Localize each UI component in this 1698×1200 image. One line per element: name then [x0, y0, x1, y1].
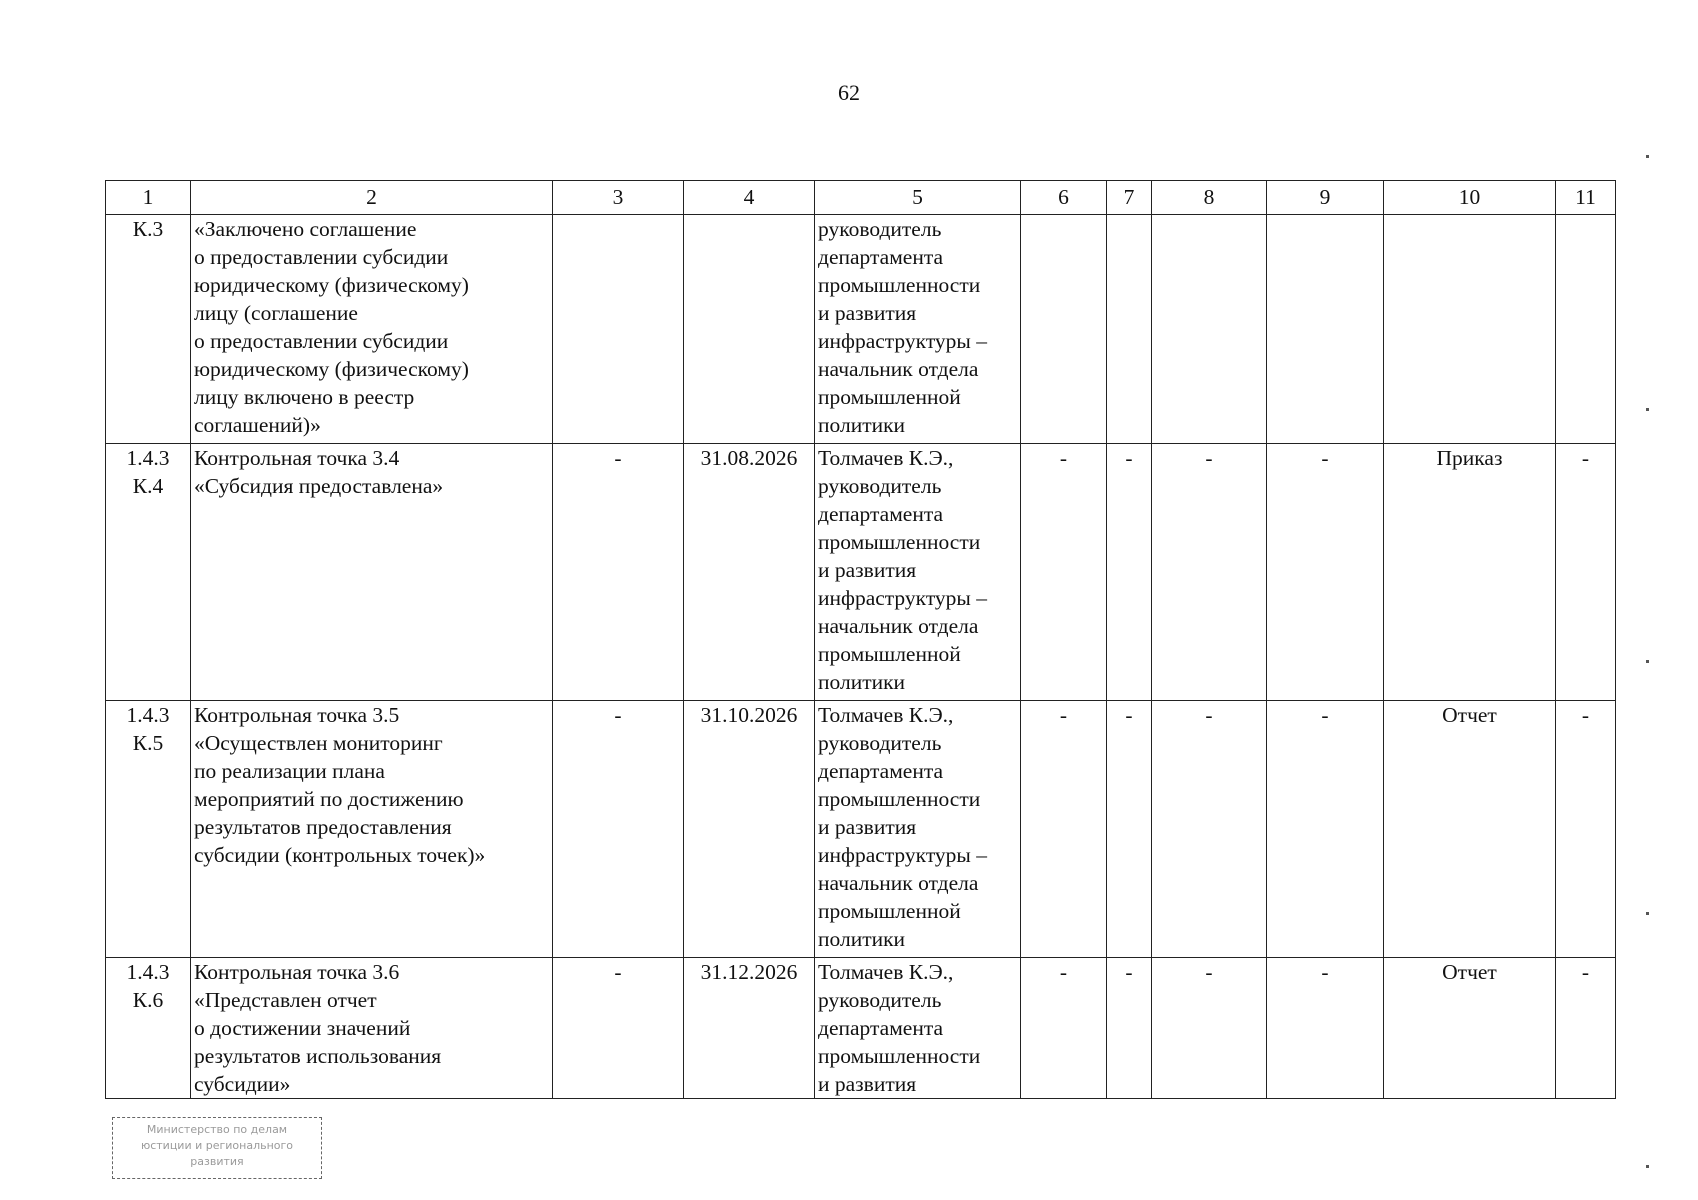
row-document: Отчет [1384, 701, 1556, 958]
table-row [106, 958, 1616, 1099]
scan-mark [1646, 155, 1649, 158]
col-header-3: 3 [553, 181, 684, 215]
row-col7: - [1107, 444, 1152, 701]
row-col8 [1152, 215, 1267, 444]
row-col11: - [1556, 958, 1616, 1099]
stamp-line: Министерство по делам [146, 1123, 288, 1136]
col-header-8: 8 [1152, 181, 1267, 215]
row-col8: - [1152, 444, 1267, 701]
row-col3: - [553, 444, 684, 701]
row-code: 1.4.3 К.6 [106, 958, 191, 1099]
col-header-9: 9 [1267, 181, 1384, 215]
row-col6: - [1021, 444, 1107, 701]
row-col9: - [1267, 958, 1384, 1099]
row-responsible: руководитель департамента промышленности и развития инфраструктуры – начальник отдела промышленной политики [815, 215, 1021, 444]
row-date: 31.10.2026 [684, 701, 815, 958]
stamp-line: юстиции и регионального [140, 1139, 294, 1152]
row-col8: - [1152, 701, 1267, 958]
row-col7 [1107, 215, 1152, 444]
col-header-6: 6 [1021, 181, 1107, 215]
row-col11 [1556, 215, 1616, 444]
page-number: 62 [838, 80, 860, 105]
row-name: «Заключено соглашение о предоставлении субсидии юридическому (физическому) лицу (соглашение о предоставлении субсидии юридическому (физическому) лицу включено в реестр соглашений)» [191, 215, 553, 444]
row-col11: - [1556, 444, 1616, 701]
col-header-5: 5 [815, 181, 1021, 215]
row-name: Контрольная точка 3.5 «Осуществлен мониторинг по реализации плана мероприятий по достижению результатов предоставления субсидии (контрольных точек)» [191, 701, 553, 958]
row-date [684, 215, 815, 444]
table-row [106, 444, 1616, 701]
row-col3: - [553, 701, 684, 958]
col-header-1: 1 [106, 181, 191, 215]
col-header-2: 2 [191, 181, 553, 215]
registration-stamp [112, 1117, 322, 1179]
scan-mark [1646, 660, 1649, 663]
row-document [1384, 215, 1556, 444]
row-document: Приказ [1384, 444, 1556, 701]
table-row [106, 215, 1616, 444]
scan-mark [1646, 408, 1649, 411]
col-header-10: 10 [1384, 181, 1556, 215]
row-col9 [1267, 215, 1384, 444]
row-col3: - [553, 958, 684, 1099]
header-row [106, 181, 1616, 215]
row-col6: - [1021, 958, 1107, 1099]
row-code: 1.4.3 К.5 [106, 701, 191, 958]
row-col9: - [1267, 701, 1384, 958]
stamp-line: развития [190, 1155, 244, 1168]
row-col3 [553, 215, 684, 444]
row-date: 31.12.2026 [684, 958, 815, 1099]
row-col11: - [1556, 701, 1616, 958]
row-col6 [1021, 215, 1107, 444]
col-header-4: 4 [684, 181, 815, 215]
row-responsible: Толмачев К.Э., руководитель департамента промышленности и развития инфраструктуры – начальник отдела промышленной политики [815, 701, 1021, 958]
row-col8: - [1152, 958, 1267, 1099]
row-code: 1.4.3 К.4 [106, 444, 191, 701]
row-col9: - [1267, 444, 1384, 701]
row-document: Отчет [1384, 958, 1556, 1099]
scan-mark [1646, 912, 1649, 915]
scan-mark [1646, 1165, 1649, 1168]
control-points-table [105, 180, 1616, 1099]
col-header-7: 7 [1107, 181, 1152, 215]
row-col6: - [1021, 701, 1107, 958]
row-name: Контрольная точка 3.6 «Представлен отчет о достижении значений результатов использования субсидии» [191, 958, 553, 1099]
row-code: К.3 [106, 215, 191, 444]
table-row [106, 701, 1616, 958]
row-responsible: Толмачев К.Э., руководитель департамента промышленности и развития инфраструктуры – начальник отдела промышленной политики [815, 444, 1021, 701]
row-responsible: Толмачев К.Э., руководитель департамента промышленности и развития [815, 958, 1021, 1099]
row-col7: - [1107, 958, 1152, 1099]
row-col7: - [1107, 701, 1152, 958]
col-header-11: 11 [1556, 181, 1616, 215]
row-name: Контрольная точка 3.4 «Субсидия предоставлена» [191, 444, 553, 701]
row-date: 31.08.2026 [684, 444, 815, 701]
